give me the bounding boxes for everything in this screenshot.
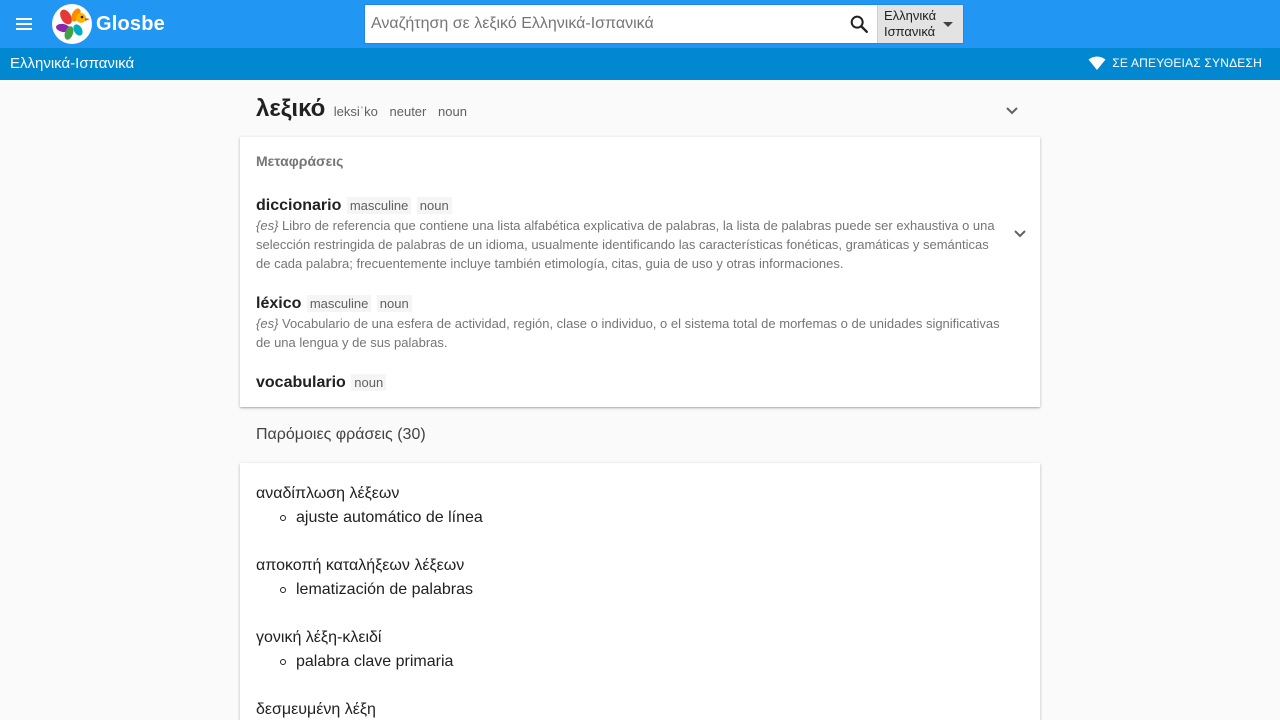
menu-icon[interactable] <box>12 12 36 36</box>
pronunciation: leksiˈko <box>333 104 378 119</box>
language-bar <box>0 48 1280 80</box>
phrase-translation-text[interactable]: ajuste automático de línea <box>296 509 483 526</box>
pos-tag: noun <box>417 197 452 214</box>
translation-item <box>256 197 1004 273</box>
wifi-icon <box>1088 56 1106 70</box>
chevron-down-icon <box>1008 221 1032 245</box>
phrase-link[interactable]: αναδίπλωση λέξεων <box>256 485 400 502</box>
similar-phrases-card <box>240 463 1040 720</box>
phrase-translation <box>296 581 473 599</box>
language-pair-link[interactable]: Ελληνικά-Ισπανικά <box>10 55 135 72</box>
phrase-link[interactable]: αποκοπή καταλήξεων λέξεων <box>256 557 465 574</box>
chevron-down-icon <box>1000 98 1024 122</box>
bullet-icon <box>280 659 286 665</box>
translation-definition <box>256 216 1004 273</box>
phrase-link[interactable]: δεσμευμένη λέξη <box>256 701 376 718</box>
similar-phrases-heading: Παρόμοιες φράσεις (30) <box>256 426 426 443</box>
logo-link[interactable] <box>52 4 165 44</box>
phrase-translation <box>296 653 453 671</box>
translations-heading: Μεταφράσεις <box>256 153 344 169</box>
bullet-icon <box>280 515 286 521</box>
language-from: Ελληνικά <box>884 8 937 23</box>
headword-row <box>256 95 1040 125</box>
glosbe-logo-icon <box>52 4 92 44</box>
definition-text: Vocabulario de una esfera de actividad, región, clase o individuo, o el sistema total de morfemas o de unidades significativas de una lengua y de sus palabras. <box>256 316 1000 350</box>
search-form <box>364 4 964 44</box>
caret-down-icon <box>943 22 953 27</box>
pos-tag: noun <box>377 295 412 312</box>
translation-word[interactable]: léxico <box>256 295 302 312</box>
pos-tag: noun <box>438 104 467 119</box>
pos-tag: noun <box>351 374 386 391</box>
headword-expand-button[interactable] <box>1000 98 1024 122</box>
phrase-translation-text[interactable]: palabra clave primaria <box>296 653 454 670</box>
search-button[interactable] <box>841 5 877 43</box>
online-status-button[interactable] <box>1088 56 1262 70</box>
headword: λεξικό <box>256 95 326 122</box>
phrase-link[interactable]: γονική λέξη-κλειδί <box>256 629 382 646</box>
gender-tag: masculine <box>347 197 412 214</box>
brand-name: Glosbe <box>96 12 165 35</box>
definition-lang: {es} <box>256 218 279 233</box>
translation-word[interactable]: vocabulario <box>256 374 346 391</box>
search-icon <box>848 13 870 35</box>
phrase-translation-text[interactable]: lematización de palabras <box>296 581 473 598</box>
definition-lang: {es} <box>256 316 279 331</box>
online-status-label: ΣΕ ΑΠΕΥΘΕΙΑΣ ΣΥΝΔΕΣΗ <box>1112 56 1262 70</box>
language-pair-select[interactable] <box>877 5 963 43</box>
app-bar <box>0 0 1280 48</box>
phrase-translation <box>296 509 483 527</box>
translation-item <box>256 295 1004 352</box>
language-to: Ισπανικά <box>884 24 936 39</box>
translation-expand-button[interactable] <box>1008 221 1032 245</box>
gender-tag: masculine <box>307 295 372 312</box>
headword-meta <box>334 104 475 119</box>
translation-word[interactable]: diccionario <box>256 197 342 214</box>
translation-definition <box>256 314 1004 352</box>
gender-tag: neuter <box>389 104 427 119</box>
translations-card <box>240 137 1040 407</box>
bullet-icon <box>280 587 286 593</box>
translation-item <box>256 374 1004 392</box>
definition-text: Libro de referencia que contiene una lista alfabética explicativa de palabras, la lista de palabras puede ser exhaustiva o una selección restringida de palabras de un idioma, usualmente identificando las características fonéticas, gramáticas y semánticas de cada palabra; frecuentemente incluye también etimología, citas, guia de uso y otras informaciones. <box>256 218 995 271</box>
search-input[interactable] <box>365 5 841 43</box>
